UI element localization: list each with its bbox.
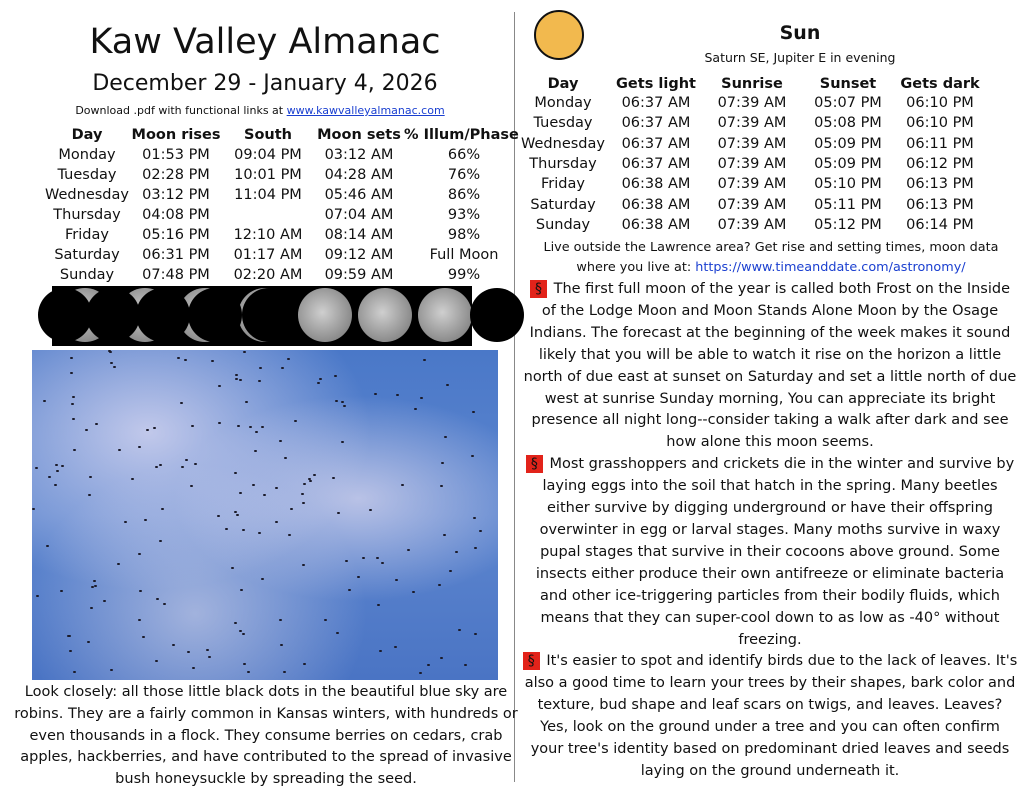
- sun-dark: 06:11 PM: [906, 135, 974, 152]
- robin-dot: [172, 644, 175, 646]
- sun-rise: 07:39 AM: [717, 216, 787, 233]
- robin-dot: [259, 367, 262, 369]
- robin-dot: [161, 508, 164, 510]
- moon-phase-image: [352, 286, 412, 346]
- robin-dot: [395, 579, 398, 581]
- sun-light: 06:38 AM: [621, 196, 691, 213]
- moon-south: 12:10 AM: [233, 227, 303, 243]
- robin-dot: [280, 644, 283, 646]
- moon-south: [222, 205, 314, 225]
- robin-dot: [332, 477, 335, 479]
- date-range: December 29 - January 4, 2026: [92, 71, 438, 96]
- table-row: [44, 245, 524, 265]
- moon-south: 01:17 AM: [233, 247, 303, 263]
- table-row: [44, 145, 524, 165]
- robin-dot: [240, 589, 243, 591]
- table-row: [44, 225, 524, 245]
- sun-day: Tuesday: [533, 115, 593, 132]
- robin-dot: [237, 425, 240, 427]
- robin-dot: [56, 470, 59, 472]
- robin-dot: [242, 633, 245, 635]
- moon-rises: 01:53 PM: [142, 147, 210, 163]
- robin-dot: [239, 492, 242, 494]
- moon-illum: 99%: [447, 267, 481, 283]
- robin-dot: [287, 358, 290, 360]
- robin-dot: [156, 598, 159, 600]
- sun-day: Sunday: [535, 216, 591, 233]
- robin-dot: [72, 396, 75, 398]
- moon-sets: 09:59 AM: [324, 267, 394, 283]
- download-note: [0, 104, 520, 117]
- robin-dot: [279, 440, 282, 442]
- robin-dot: [336, 632, 339, 634]
- robin-dot: [281, 367, 284, 369]
- section-paragraph: The first full moon of the year is called both Frost on the Inside of the Lodge Moon and Moon Stands Alone Moon by the Osage Indians. The forecast at the beginning of the week makes it sound likely that you will be able to watch it rise on the horizon a little north of due east at sunset on Saturday and set a little north of due west at sunrise Sunday morning, You can appreciate its bright presence all night long--consider taking a walk after dark and see how alone this moon seems.: [523, 281, 1017, 451]
- section-paragraph: Most grasshoppers and crickets die in the winter and survive by laying eggs into the soil that hatch in the spring. Many beetles either survive by digging underground or have their offspring overwinter in egg or larval stages. Many moths survive in waxy pupal stages that survive in their cocoons above ground. Some insects either produce their own antifreeze or eliminate bacteria and other ice-triggering particles from their bodily fluids, which means that they can super-cool down to as low as -40° without freezing.: [535, 456, 1015, 648]
- moon-header-rises: Moon rises: [131, 126, 221, 143]
- robin-dot: [242, 529, 245, 531]
- robin-dot: [95, 423, 98, 425]
- robin-dot: [279, 619, 282, 621]
- robin-dot: [46, 545, 49, 547]
- robin-dot: [177, 357, 180, 359]
- section-marker-icon: §: [530, 280, 547, 298]
- sun-set: 05:08 PM: [814, 115, 882, 132]
- robin-dot: [335, 400, 338, 402]
- robin-dot: [254, 450, 257, 452]
- robin-dot: [412, 591, 415, 593]
- table-row: [44, 185, 524, 205]
- robin-dot: [218, 422, 221, 424]
- location-lookup-note: [526, 238, 1016, 278]
- moon-day: Saturday: [54, 247, 120, 263]
- robin-dot: [473, 517, 476, 519]
- sun-subtitle: Saturn SE, Jupiter E in evening: [704, 50, 896, 65]
- sun-dark: 06:13 PM: [906, 196, 974, 213]
- robin-dot: [472, 411, 475, 413]
- photo-caption: Look closely: all those little black dots in the beautiful blue sky are robins. They are a fairly common in Kansas winters, with hundreds or even thousands in a flock. They consume berries on cedars, crab apples, hackberries, and have contributed to the spread of invasive bush honeysuckle by spreading the seed.: [14, 684, 518, 788]
- robin-dot: [153, 427, 156, 429]
- robin-dot: [258, 532, 261, 534]
- robin-dot: [343, 405, 346, 407]
- robin-dot: [89, 476, 92, 478]
- robin-dot: [72, 418, 75, 420]
- robin-dot: [235, 378, 238, 380]
- robin-dot: [334, 375, 337, 377]
- almanac-site-link[interactable]: www.kawvalleyalmanac.com: [286, 104, 445, 117]
- robin-dot: [113, 366, 116, 368]
- robin-dot: [376, 557, 379, 559]
- robin-dot: [32, 508, 35, 510]
- robin-dot: [138, 553, 141, 555]
- robin-dot: [163, 603, 166, 605]
- robin-dot: [185, 459, 188, 461]
- robin-dot: [440, 485, 443, 487]
- moon-illum: 76%: [447, 167, 481, 183]
- table-row: [518, 113, 984, 133]
- robin-dot: [73, 449, 76, 451]
- robin-dot: [236, 514, 239, 516]
- robin-dot: [159, 464, 162, 466]
- moon-rises: 07:48 PM: [142, 267, 210, 283]
- robin-dot: [247, 671, 250, 673]
- moon-rises: 02:28 PM: [142, 167, 210, 183]
- moon-day: Friday: [65, 227, 109, 243]
- robin-dot: [345, 560, 348, 562]
- sun-rise: 07:39 AM: [717, 156, 787, 173]
- sun-day: Friday: [541, 176, 585, 193]
- robin-dot: [118, 449, 121, 451]
- robin-dot: [61, 465, 64, 467]
- moon-illum: 66%: [447, 147, 481, 163]
- sun-light: 06:37 AM: [621, 135, 691, 152]
- sun-day: Saturday: [530, 196, 596, 213]
- robin-dot: [284, 457, 287, 459]
- moon-illum: 93%: [447, 207, 481, 223]
- table-row: [518, 174, 984, 194]
- sun-day: Thursday: [529, 156, 597, 173]
- sun-header-light: Gets light: [616, 75, 696, 92]
- sun-dark: 06:12 PM: [906, 156, 974, 173]
- sun-rise: 07:39 AM: [717, 115, 787, 132]
- robin-dot: [109, 351, 112, 353]
- sun-icon: [534, 10, 584, 60]
- robin-dot: [443, 534, 446, 536]
- robin-dot: [324, 619, 327, 621]
- moon-south: 09:04 PM: [234, 147, 302, 163]
- robin-dot: [458, 629, 461, 631]
- moon-phase-image: [412, 286, 472, 346]
- page-title: Kaw Valley Almanac: [89, 22, 441, 62]
- robin-dot: [235, 374, 238, 376]
- robin-dot: [48, 476, 51, 478]
- sun-day: Monday: [534, 95, 592, 112]
- robin-dot: [231, 567, 234, 569]
- sun-light: 06:37 AM: [621, 115, 691, 132]
- robin-dot: [117, 563, 120, 565]
- moon-illum: Full Moon: [429, 247, 499, 263]
- robin-dot: [234, 472, 237, 474]
- download-text: Download .pdf with functional links at: [75, 104, 287, 117]
- robin-dot: [55, 464, 58, 466]
- moon-header-sets: Moon sets: [317, 126, 401, 143]
- robin-dot: [261, 426, 264, 428]
- robin-dot: [245, 401, 248, 403]
- sun-set: 05:09 PM: [814, 156, 882, 173]
- robin-dot: [225, 528, 228, 530]
- robin-dot: [144, 519, 147, 521]
- robin-dot: [302, 564, 305, 566]
- robin-dot: [71, 403, 74, 405]
- sun-table-header: [518, 74, 984, 93]
- sun-set: 05:12 PM: [814, 216, 882, 233]
- robin-dot: [35, 467, 38, 469]
- moon-sets: 08:14 AM: [324, 227, 394, 243]
- robin-dot: [362, 557, 365, 559]
- robin-dot: [471, 455, 474, 457]
- robin-dot: [407, 549, 410, 551]
- table-row: [44, 265, 524, 285]
- moon-day: Monday: [58, 147, 116, 163]
- moon-table-header: [44, 124, 524, 145]
- moon-header-south: South: [244, 126, 292, 143]
- robin-dot: [455, 551, 458, 553]
- robin-dot: [317, 382, 320, 384]
- sun-set: 05:11 PM: [814, 196, 882, 213]
- moon-sets: 09:12 AM: [324, 247, 394, 263]
- moon-day: Tuesday: [57, 167, 117, 183]
- robin-dot: [69, 650, 72, 652]
- sun-set: 05:10 PM: [814, 176, 882, 193]
- robin-dot: [194, 463, 197, 465]
- robin-dot: [308, 478, 311, 480]
- robin-dot: [146, 429, 149, 431]
- robin-dot: [374, 393, 377, 395]
- table-row: [518, 134, 984, 154]
- sun-dark: 06:13 PM: [906, 176, 974, 193]
- moon-day: Thursday: [53, 207, 121, 223]
- robin-dot: [243, 351, 246, 353]
- robin-dot: [302, 502, 305, 504]
- moon-header-illum: % Illum/Phase: [404, 126, 519, 143]
- moon-illum: 86%: [447, 187, 481, 203]
- lookup-text: Live outside the Lawrence area? Get rise and setting times, moon data where you live at:: [543, 240, 999, 275]
- robin-dot: [155, 466, 158, 468]
- moon-day: Wednesday: [45, 187, 129, 203]
- robin-dot: [243, 663, 246, 665]
- robin-dot: [396, 394, 399, 396]
- moon-phase-strip: [52, 286, 472, 346]
- sun-rise: 07:39 AM: [717, 135, 787, 152]
- robin-dot: [474, 547, 477, 549]
- robin-dot: [239, 379, 242, 381]
- robin-dot: [73, 671, 76, 673]
- robin-dot: [110, 669, 113, 671]
- moon-south: 02:20 AM: [233, 267, 303, 283]
- moon-phase-image: [292, 286, 352, 346]
- robin-dot: [110, 362, 113, 364]
- robin-dot: [309, 480, 312, 482]
- robin-dot: [180, 402, 183, 404]
- robin-dot: [191, 425, 194, 427]
- robin-dot: [275, 521, 278, 523]
- robin-dot: [234, 622, 237, 624]
- sun-light: 06:38 AM: [621, 216, 691, 233]
- article-body: [522, 279, 1018, 783]
- robin-dot: [255, 431, 258, 433]
- sun-day: Wednesday: [521, 135, 605, 152]
- table-row: [518, 194, 984, 214]
- moon-sets: 07:04 AM: [324, 207, 394, 223]
- robin-dot: [479, 530, 482, 532]
- sun-header-rise: Sunrise: [721, 75, 783, 92]
- robin-dot: [438, 584, 441, 586]
- robin-dot: [103, 600, 106, 602]
- robin-dot: [290, 508, 293, 510]
- robin-dot: [94, 585, 97, 587]
- robin-dot: [377, 604, 380, 606]
- robin-dot: [420, 397, 423, 399]
- robin-dot: [337, 512, 340, 514]
- robin-dot: [208, 656, 211, 658]
- robin-dot: [357, 576, 360, 578]
- robin-dot: [184, 359, 187, 361]
- robin-dot: [54, 484, 57, 486]
- moon-sets: 03:12 AM: [324, 147, 394, 163]
- robins-sky-photo: [32, 350, 498, 680]
- robin-dot: [206, 649, 209, 651]
- robin-dot: [131, 478, 134, 480]
- moon-south: 11:04 PM: [234, 187, 302, 203]
- sun-set: 05:07 PM: [814, 95, 882, 112]
- timeanddate-link[interactable]: https://www.timeanddate.com/astronomy/: [695, 260, 966, 275]
- robin-dot: [93, 580, 96, 582]
- robin-dot: [369, 509, 372, 511]
- robin-dot: [124, 521, 127, 523]
- robin-dot: [319, 378, 322, 380]
- table-row: [44, 165, 524, 185]
- moon-header-day: Day: [71, 126, 103, 143]
- robin-dot: [85, 429, 88, 431]
- robin-dot: [294, 420, 297, 422]
- moon-day: Sunday: [59, 267, 115, 283]
- robin-dot: [258, 380, 261, 382]
- robin-dot: [423, 359, 426, 361]
- robin-dot: [446, 384, 449, 386]
- robin-dot: [341, 441, 344, 443]
- robin-dot: [303, 483, 306, 485]
- robin-dot: [36, 595, 39, 597]
- robin-dot: [419, 672, 422, 674]
- robin-dot: [263, 494, 266, 496]
- robin-dot: [275, 487, 278, 489]
- sun-header-set: Sunset: [819, 75, 877, 92]
- moon-sets: 04:28 AM: [324, 167, 394, 183]
- robin-dot: [283, 671, 286, 673]
- moon-rises: 05:16 PM: [142, 227, 210, 243]
- robin-dot: [303, 663, 306, 665]
- robin-dot: [379, 650, 382, 652]
- moon-table: [44, 124, 524, 285]
- sun-light: 06:37 AM: [621, 95, 691, 112]
- robin-dot: [313, 474, 316, 476]
- robin-dot: [414, 408, 417, 410]
- moon-south: 10:01 PM: [234, 167, 302, 183]
- robin-dot: [234, 511, 237, 513]
- robin-dot: [249, 426, 252, 428]
- sun-rise: 07:39 AM: [717, 176, 787, 193]
- robin-dot: [159, 540, 162, 542]
- robin-dot: [187, 651, 190, 653]
- robin-dot: [239, 630, 242, 632]
- robin-dot: [261, 578, 264, 580]
- moon-illum: 98%: [447, 227, 481, 243]
- sun-light: 06:38 AM: [621, 176, 691, 193]
- table-row: [44, 205, 524, 225]
- robin-dot: [301, 493, 304, 495]
- section-marker-icon: §: [523, 652, 540, 670]
- robin-dot: [288, 534, 291, 536]
- robin-dot: [427, 664, 430, 666]
- robin-dot: [60, 590, 63, 592]
- robin-dot: [401, 484, 404, 486]
- sun-dark: 06:10 PM: [906, 95, 974, 112]
- robin-dot: [449, 570, 452, 572]
- robin-dot: [444, 436, 447, 438]
- table-row: [518, 215, 984, 235]
- moon-rises: 03:12 PM: [142, 187, 210, 203]
- robin-dot: [90, 607, 93, 609]
- robin-dot: [217, 515, 220, 517]
- sun-rise: 07:39 AM: [717, 196, 787, 213]
- table-row: [518, 93, 984, 113]
- robin-dot: [138, 446, 141, 448]
- sun-header-day: Day: [547, 75, 579, 92]
- table-row: [518, 154, 984, 174]
- robin-dot: [87, 641, 90, 643]
- robin-dot: [88, 494, 91, 496]
- moon-sets: 05:46 AM: [324, 187, 394, 203]
- robin-dot: [70, 357, 73, 359]
- robin-dot: [252, 484, 255, 486]
- robin-dot: [142, 636, 145, 638]
- sun-dark: 06:14 PM: [906, 216, 974, 233]
- robin-dot: [381, 562, 384, 564]
- robin-dot: [138, 619, 141, 621]
- sun-dark: 06:10 PM: [906, 115, 974, 132]
- robin-dot: [211, 360, 214, 362]
- sun-title: Sun: [779, 22, 821, 44]
- robin-dot: [70, 372, 73, 374]
- sun-header-dark: Gets dark: [900, 75, 980, 92]
- robin-dot: [218, 385, 221, 387]
- robin-dot: [155, 660, 158, 662]
- moon-rises: 04:08 PM: [142, 207, 210, 223]
- robin-dot: [43, 400, 46, 402]
- robin-dot: [474, 633, 477, 635]
- robin-dot: [440, 657, 443, 659]
- section-marker-icon: §: [526, 455, 543, 473]
- robin-dot: [341, 401, 344, 403]
- sun-light: 06:37 AM: [621, 156, 691, 173]
- robin-dot: [441, 462, 444, 464]
- sun-set: 05:09 PM: [814, 135, 882, 152]
- robin-dot: [181, 466, 184, 468]
- robin-dot: [139, 590, 142, 592]
- robin-dot: [190, 485, 193, 487]
- robin-dot: [394, 646, 397, 648]
- robin-dot: [464, 664, 467, 666]
- sun-table: [518, 74, 984, 235]
- moon-rises: 06:31 PM: [142, 247, 210, 263]
- robin-dot: [348, 589, 351, 591]
- robin-dot: [192, 667, 195, 669]
- section-paragraph: It's easier to spot and identify birds due to the lack of leaves. It's also a good time to learn your trees by their shapes, bark color and texture, bud shape and leaf scars on twigs, and leaves. Leaves? Yes, look on the ground under a tree and you can often confirm your tree's identity based on predominant dried leaves and seeds laying on the ground underneath it.: [524, 653, 1018, 779]
- sun-rise: 07:39 AM: [717, 95, 787, 112]
